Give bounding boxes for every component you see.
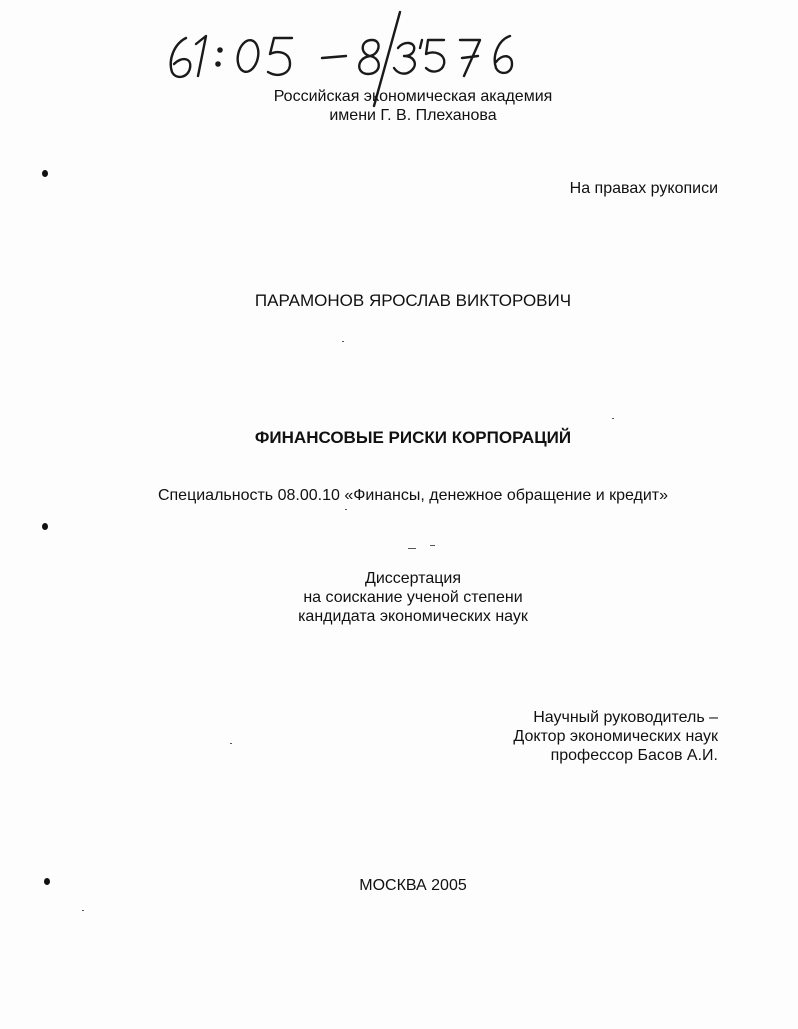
supervisor-line-3: профессор Басов А.И.	[550, 747, 718, 764]
scan-speck	[408, 548, 416, 549]
scan-speck	[230, 743, 232, 744]
binding-hole-mark	[42, 170, 48, 177]
dissertation-line-1: Диссертация	[364, 570, 462, 587]
scan-speck	[345, 509, 347, 510]
scan-speck	[342, 341, 344, 342]
specialty: Специальность 08.00.10 «Финансы, денежное обращение и кредит»	[157, 487, 669, 504]
dissertation-title: ФИНАНСОВЫЕ РИСКИ КОРПОРАЦИЙ	[254, 428, 572, 447]
author-name: ПАРАМОНОВ ЯРОСЛАВ ВИКТОРОВИЧ	[254, 291, 572, 310]
binding-hole-mark	[42, 523, 48, 530]
supervisor-line-1: Научный руководитель –	[533, 709, 718, 726]
institution-line-1: Российская экономическая академия	[273, 88, 553, 105]
scan-speck	[82, 910, 84, 911]
dissertation-line-2: на соискание ученой степени	[303, 589, 523, 606]
dissertation-line-3: кандидата экономических наук	[298, 608, 528, 625]
manuscript-rights: На правах рукописи	[569, 180, 718, 197]
supervisor-line-2: Доктор экономических наук	[513, 728, 718, 745]
scan-speck	[612, 418, 614, 419]
institution-line-2: имени Г. В. Плеханова	[329, 107, 497, 124]
city-year: МОСКВА 2005	[359, 877, 467, 894]
scan-speck	[430, 545, 435, 546]
binding-hole-mark	[44, 878, 50, 885]
